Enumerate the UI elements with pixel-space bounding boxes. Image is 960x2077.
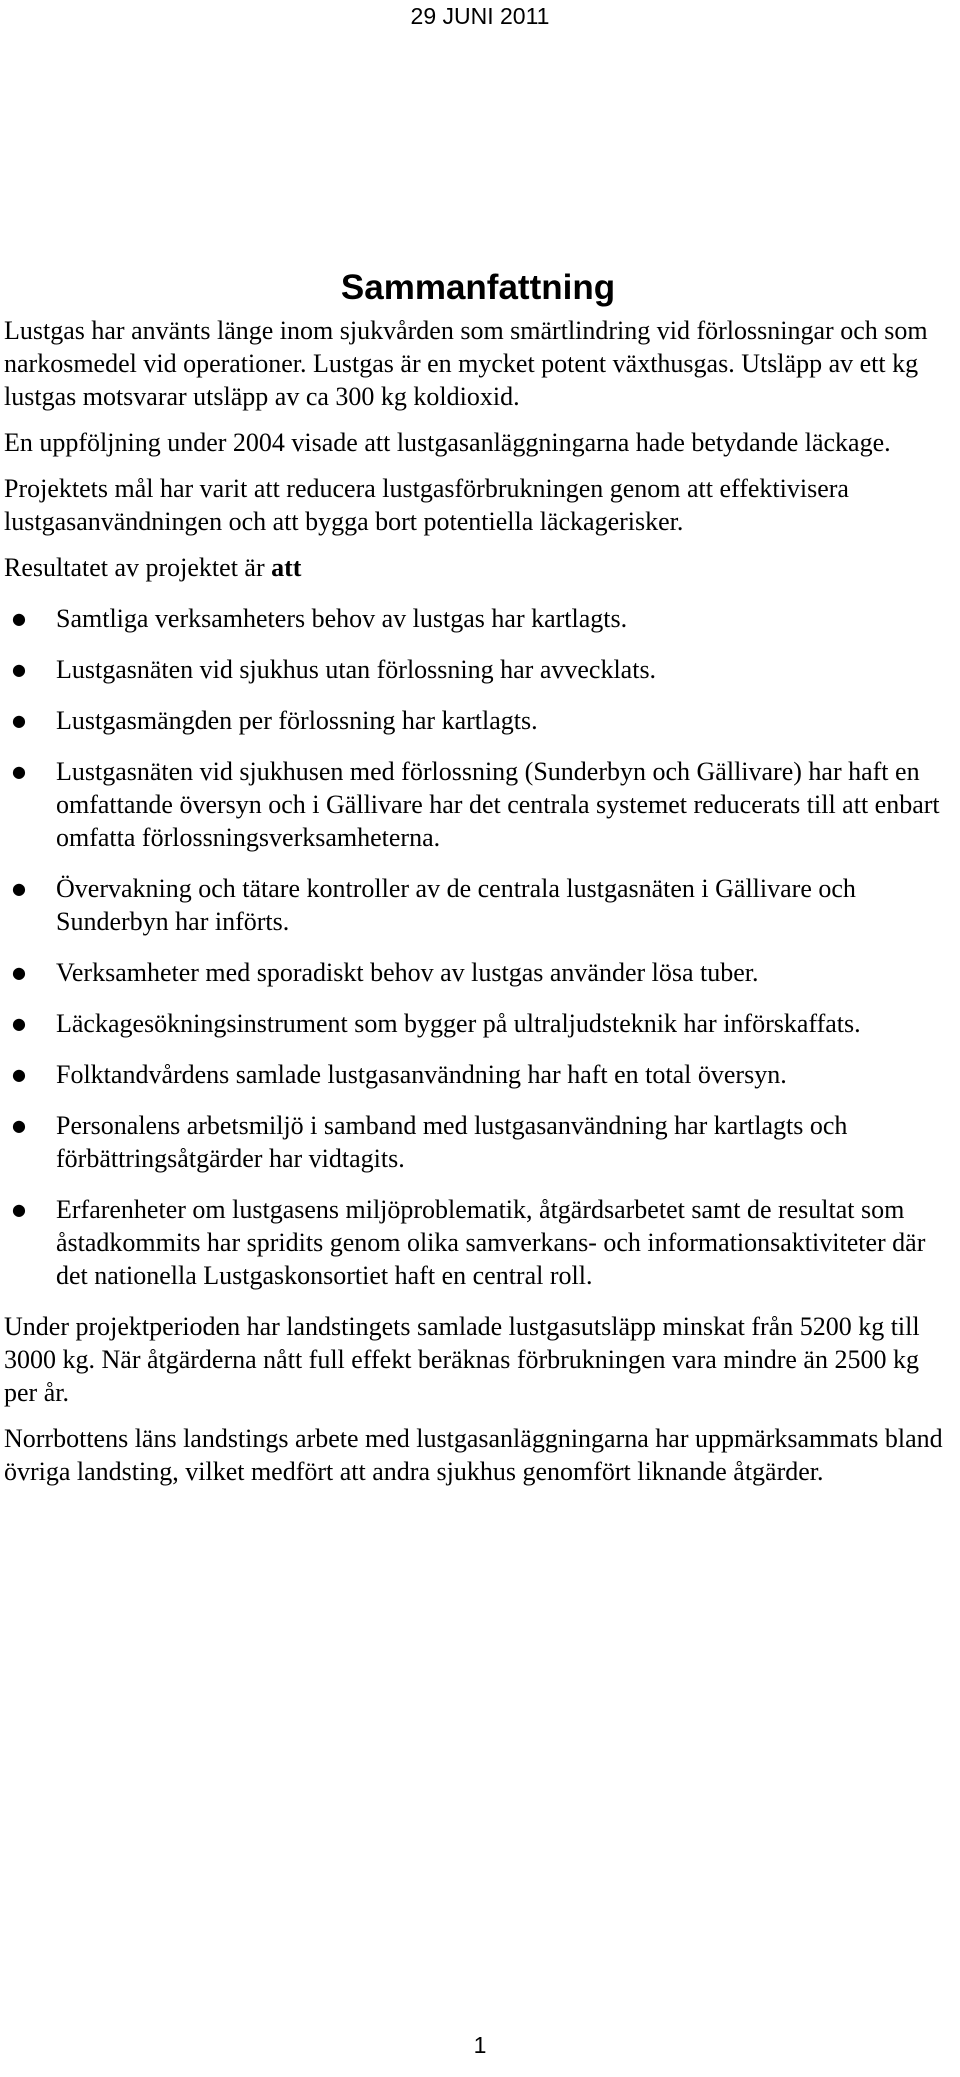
result-intro-emphasis: att xyxy=(271,553,302,582)
list-item-text: Personalens arbetsmiljö i samband med lustgasanvändning har kartlagts och förbättringsåtgärder har vidtagits. xyxy=(56,1111,848,1173)
bullet-icon: ● xyxy=(12,1014,26,1033)
list-item xyxy=(4,1109,952,1175)
list-item xyxy=(4,872,952,938)
result-intro-text: Resultatet av projektet är xyxy=(4,553,272,582)
list-item-text: Verksamheter med sporadiskt behov av lustgas använder lösa tuber. xyxy=(56,958,759,987)
list-item-text: Läckagesökningsinstrument som bygger på ultraljudsteknik har införskaffats. xyxy=(56,1009,861,1038)
list-item-text: Lustgasmängden per förlossning har kartlagts. xyxy=(56,706,538,735)
list-item xyxy=(4,704,952,737)
bullet-icon: ● xyxy=(12,660,26,679)
list-item xyxy=(4,602,952,635)
list-item-text: Samtliga verksamheters behov av lustgas har kartlagts. xyxy=(56,604,628,633)
list-item xyxy=(4,653,952,686)
list-item xyxy=(4,1193,952,1292)
bullet-icon: ● xyxy=(12,1200,26,1219)
paragraph-intro: Lustgas har använts länge inom sjukvården som smärtlindring vid förlossningar och som narkosmedel vid operationer. Lustgas är en mycket potent växthusgas. Utsläpp av ett kg lustgas motsvarar utsläpp av ca 300 kg koldioxid. xyxy=(4,316,928,411)
list-item xyxy=(4,1007,952,1040)
list-item-text: Folktandvårdens samlade lustgasanvändning har haft en total översyn. xyxy=(56,1060,787,1089)
page-title: Sammanfattning xyxy=(340,268,616,307)
document-body xyxy=(4,268,952,1501)
page-number: 1 xyxy=(473,2032,487,2058)
bullet-icon: ● xyxy=(12,1116,26,1135)
paragraph-emissions: Under projektperioden har landstingets samlade lustgasutsläpp minskat från 5200 kg till 3000 kg. När åtgärderna nått full effekt beräknas förbrukningen vara mindre än 2500 kg per år. xyxy=(4,1312,920,1407)
list-item-text: Erfarenheter om lustgasens miljöproblematik, åtgärdsarbetet samt de resultat som åstadkommits har spridits genom olika samverkans- och informationsaktiviteter där det nationella Lustgaskonsortiet haft en central roll. xyxy=(56,1195,926,1290)
bullet-icon: ● xyxy=(12,711,26,730)
list-item-text: Övervakning och tätare kontroller av de centrala lustgasnäten i Gällivare och Sunderbyn har införts. xyxy=(56,874,856,936)
list-item xyxy=(4,956,952,989)
bullet-icon: ● xyxy=(12,963,26,982)
paragraph-recognition: Norrbottens läns landstings arbete med lustgasanläggningarna har uppmärksammats bland övriga landsting, vilket medfört att andra sjukhus genomfört liknande åtgärder. xyxy=(4,1424,943,1486)
list-item-text: Lustgasnäten vid sjukhusen med förlossning (Sunderbyn och Gällivare) har haft en omfattande översyn och i Gällivare har det centrala systemet reducerats till att enbart omfatta förlossningsverksamheterna. xyxy=(56,757,940,852)
paragraph-followup: En uppföljning under 2004 visade att lustgasanläggningarna hade betydande läckage. xyxy=(4,428,891,457)
bullet-icon: ● xyxy=(12,1065,26,1084)
bullet-icon: ● xyxy=(12,762,26,781)
list-item-text: Lustgasnäten vid sjukhus utan förlossning har avvecklats. xyxy=(56,655,657,684)
header-date: 29 JUNI 2011 xyxy=(410,3,550,29)
result-intro xyxy=(4,551,952,584)
bullet-icon: ● xyxy=(12,609,26,628)
paragraph-goal: Projektets mål har varit att reducera lustgasförbrukningen genom att effektivisera lustgasanvändningen och att bygga bort potentiella läckagerisker. xyxy=(4,474,849,536)
result-list xyxy=(4,602,952,1292)
list-item xyxy=(4,1058,952,1091)
list-item xyxy=(4,755,952,854)
bullet-icon: ● xyxy=(12,879,26,898)
